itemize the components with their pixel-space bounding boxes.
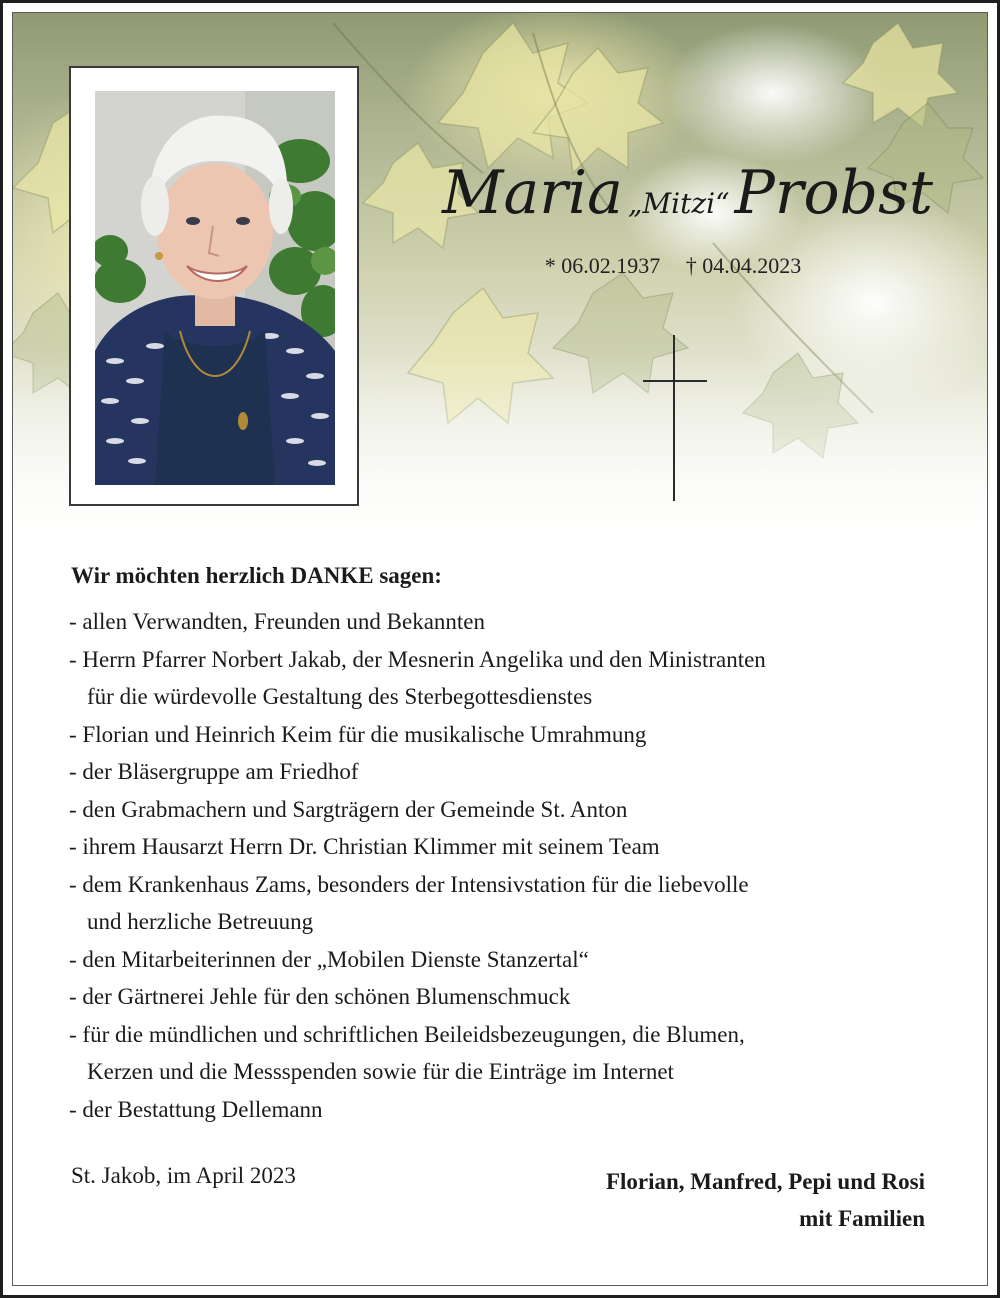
- portrait-photo: [95, 91, 335, 485]
- birth-date: * 06.02.1937: [544, 253, 661, 278]
- list-item: - für die mündlichen und schriftlichen Beileidsbezeugungen, die Blumen, Kerzen und die Messspenden sowie für die Einträge im Internet: [69, 1021, 745, 1084]
- list-item: - allen Verwandten, Freunden und Bekannten: [69, 609, 486, 634]
- thanks-list: [69, 603, 949, 1128]
- death-date: † 04.04.2023: [685, 253, 802, 278]
- signers-names: Florian, Manfred, Pepi und Rosi: [605, 1169, 925, 1194]
- deceased-name: [403, 158, 933, 228]
- nickname: „Mitzi“: [628, 187, 730, 220]
- thanks-heading: Wir möchten herzlich DANKE sagen:: [71, 563, 442, 588]
- latin-cross-icon: [643, 335, 707, 501]
- list-item: - der Bestattung Dellemann: [69, 1096, 323, 1122]
- place-and-date: St. Jakob, im April 2023: [71, 1163, 296, 1188]
- list-item: - der Gärtnerei Jehle für den schönen Blumenschmuck: [69, 984, 571, 1009]
- portrait-illustration: [95, 91, 335, 485]
- list-item: - den Grabmachern und Sargträgern der Gemeinde St. Anton: [69, 796, 628, 822]
- first-name: Maria: [442, 158, 623, 228]
- portrait-frame: [69, 66, 359, 506]
- list-item: - Herrn Pfarrer Norbert Jakab, der Mesnerin Angelika und den Ministranten für die würdevolle Gestaltung des Sterbegottesdienstes: [69, 646, 766, 709]
- cross-horizontal-bar: [643, 380, 707, 382]
- signers-families: mit Familien: [799, 1206, 925, 1231]
- signers: [606, 1163, 925, 1237]
- life-dates: [483, 253, 863, 279]
- list-item: - den Mitarbeiterinnen der „Mobilen Dienste Stanzertal“: [69, 946, 589, 972]
- list-item: - dem Krankenhaus Zams, besonders der Intensivstation für die liebevolle und herzliche Betreuung: [69, 871, 749, 934]
- list-item: - ihrem Hausarzt Herrn Dr. Christian Klimmer mit seinem Team: [69, 834, 660, 859]
- last-name: Probst: [734, 158, 933, 228]
- cross-vertical-bar: [673, 335, 675, 501]
- list-item: - der Bläsergruppe am Friedhof: [69, 759, 359, 784]
- list-item: - Florian und Heinrich Keim für die musikalische Umrahmung: [69, 721, 647, 747]
